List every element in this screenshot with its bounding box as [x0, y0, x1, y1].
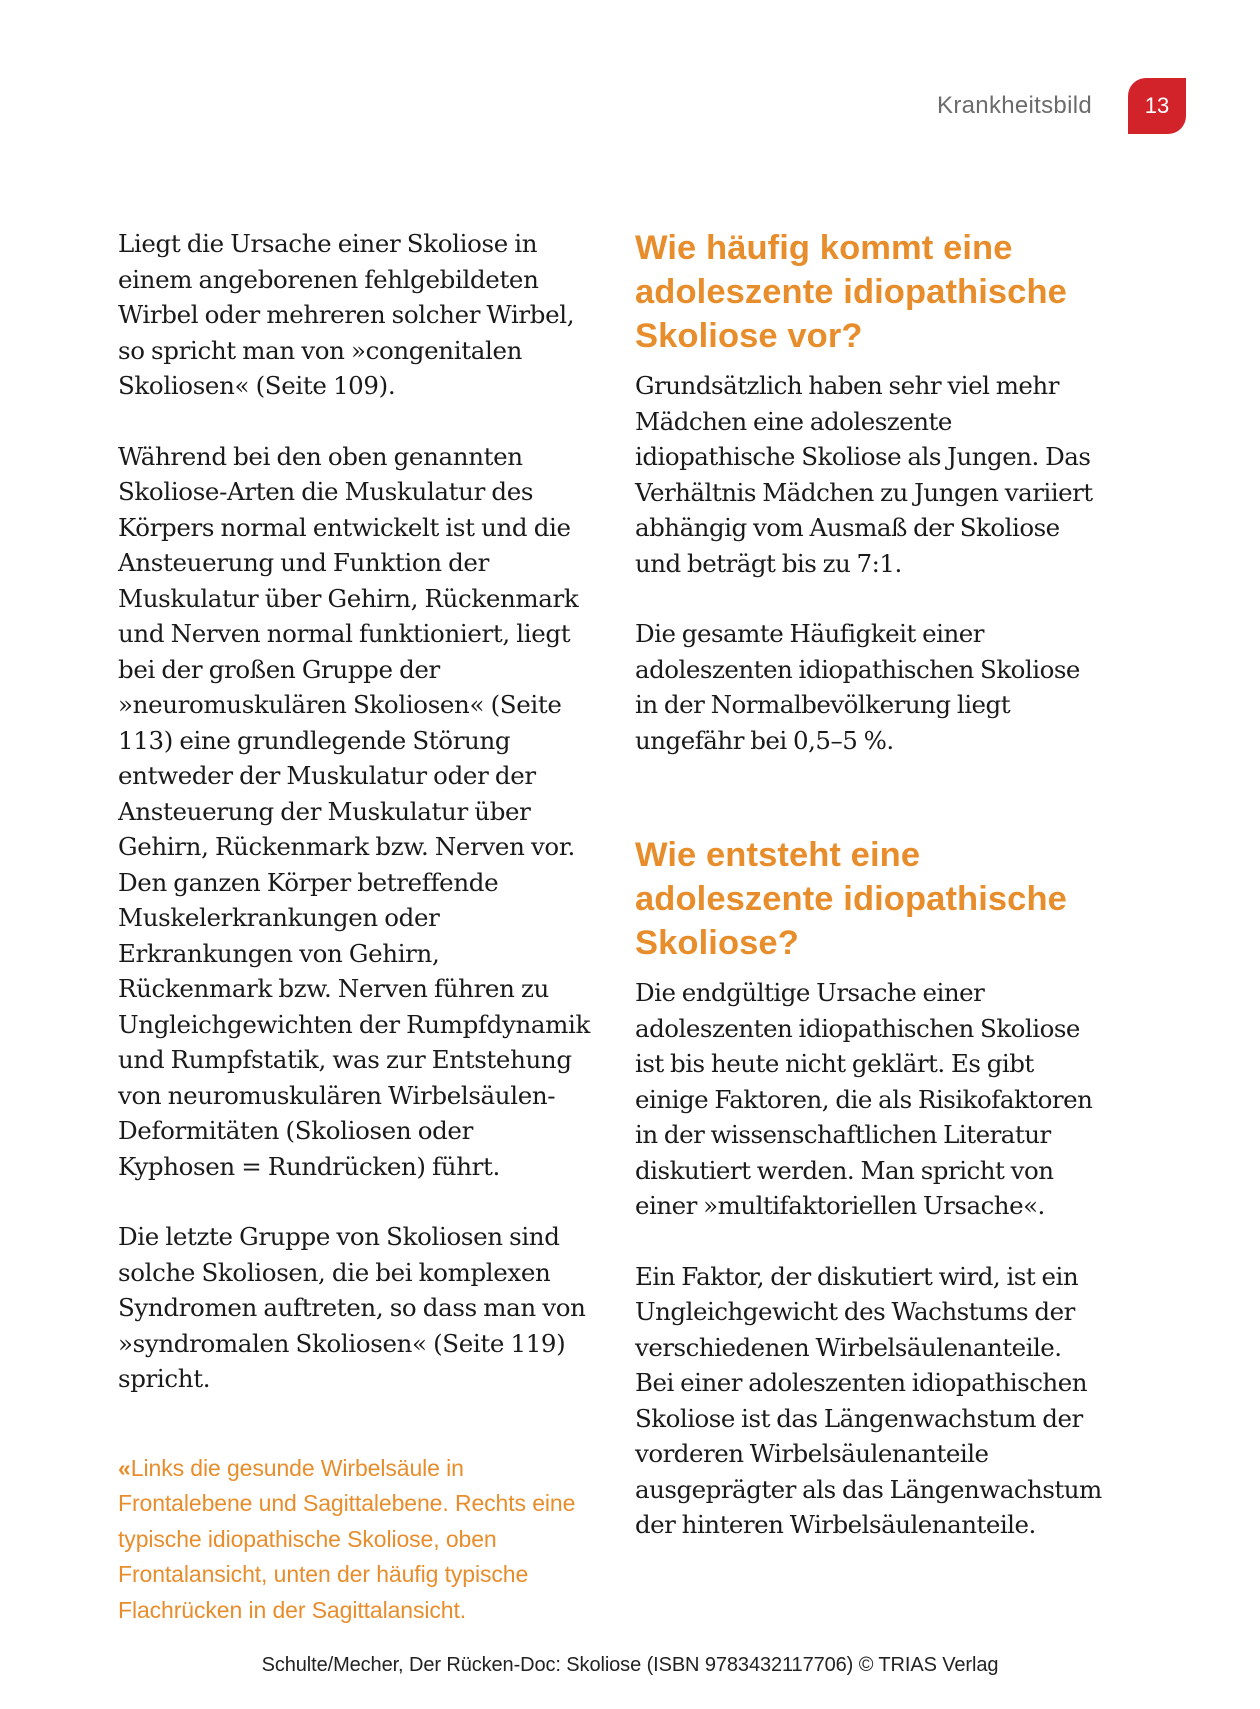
running-header-section-title: Krankheitsbild: [937, 92, 1092, 119]
page-number-badge: 13: [1128, 78, 1186, 134]
paragraph: Die gesamte Häufigkeit einer adoleszenten idiopathischen Skoliose in der Normalbevölkerung liegt ungefähr bei 0,5–5 %.: [635, 619, 1080, 755]
figure-caption: [118, 1451, 596, 1629]
section-heading-origin: Wie entsteht eine adoleszente idiopathische Skoliose?: [635, 836, 1067, 962]
caption-arrow-icon: «: [118, 1454, 127, 1481]
left-column: [118, 226, 596, 1628]
paragraph: Die letzte Gruppe von Skoliosen sind solche Skoliosen, die bei komplexen Syndromen auftreten, so dass man von »syndromalen Skoliosen« (Seite 119) spricht.: [118, 1222, 586, 1393]
footer-citation: Schulte/Mecher, Der Rücken-Doc: Skoliose (ISBN 9783432117706) © TRIAS Verlag: [261, 1654, 999, 1676]
paragraph: Grundsätzlich haben sehr viel mehr Mädchen eine adoleszente idiopathische Skoliose als Jungen. Das Verhältnis Mädchen zu Jungen variiert abhängig vom Ausmaß der Skoliose und beträgt bis zu 7:1.: [635, 371, 1093, 578]
section-heading-frequency: Wie häufig kommt eine adoleszente idiopathische Skoliose vor?: [635, 229, 1067, 355]
paragraph: Während bei den oben genannten Skoliose-Arten die Muskulatur des Körpers normal entwickelt ist und die Ansteuerung und Funktion der Muskulatur über Gehirn, Rückenmark und Nerven normal funktioniert, liegt bei der großen Gruppe der »neuromuskulären Skoliosen« (Seite 113) eine grundlegende Störung entweder der Muskulatur oder der Ansteuerung der Muskulatur über Gehirn, Rückenmark bzw. Nerven vor. Den ganzen Körper betreffende Muskelerkrankungen oder Erkrankungen von Gehirn, Rückenmark bzw. Nerven führen zu Ungleichgewichten der Rumpfdynamik und Rumpfstatik, was zur Entstehung von neuromuskulären Wirbelsäulen-Deformitäten (Skoliosen oder Kyphosen = Rundrücken) führt.: [118, 441, 590, 1181]
right-column: [635, 226, 1105, 1578]
figure-caption-text: Links die gesunde Wirbelsäule in Frontalebene und Sagittalebene. Rechts eine typische idiopathische Skoliose, oben Frontalansicht, unten der häufig typische Flachrücken in der Sagittalansicht.: [118, 1454, 576, 1623]
paragraph: Ein Faktor, der diskutiert wird, ist ein Ungleichgewicht des Wachstums der verschiedenen Wirbelsäulenanteile. Bei einer adoleszenten idiopathischen Skoliose ist das Längenwachstum der vorderen Wirbelsäulenanteile ausgeprägter als das Längenwachstum der hinteren Wirbelsäulenanteile.: [635, 1261, 1102, 1539]
paragraph: Liegt die Ursache einer Skoliose in einem angeborenen fehlgebildeten Wirbel oder mehreren solcher Wirbel, so spricht man von »congenitalen Skoliosen« (Seite 109).: [118, 229, 575, 400]
paragraph: Die endgültige Ursache einer adoleszenten idiopathischen Skoliose ist bis heute nicht geklärt. Es gibt einige Faktoren, die als Risikofaktoren in der wissenschaftlichen Literatur diskutiert werden. Man spricht von einer »multifaktoriellen Ursache«.: [635, 978, 1093, 1220]
